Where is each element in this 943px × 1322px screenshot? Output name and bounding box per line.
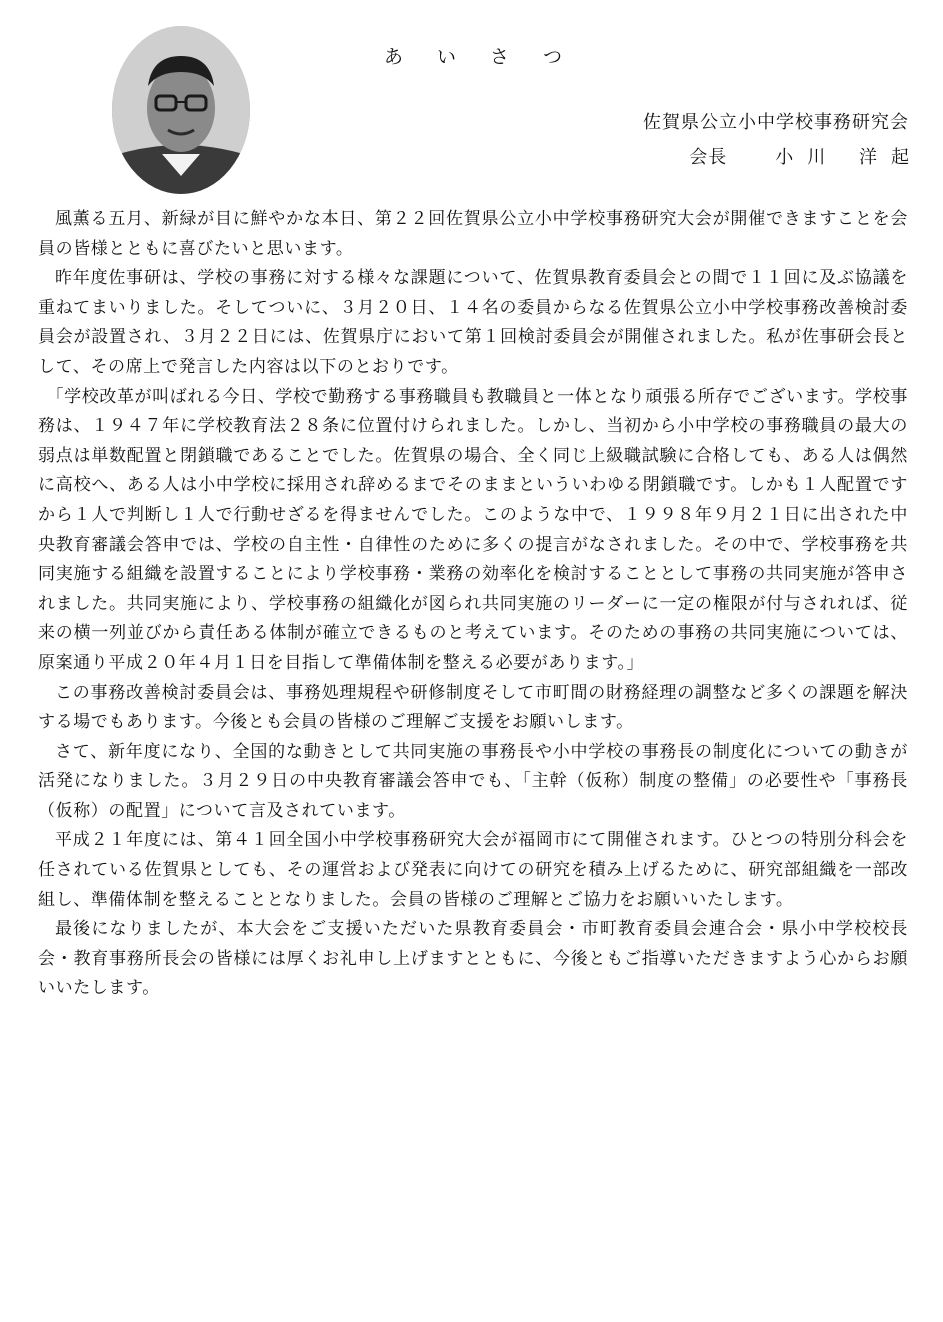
paragraph-committee-role: この事務改善検討委員会は、事務処理規程や研修制度そして市町間の財務経理の調整など多くの課題を解決する場でもあります。今後とも会員の皆様のご理解ご支援をお願いします。 [38, 682, 908, 733]
author-line [689, 143, 923, 169]
greeting-body [38, 205, 908, 1004]
paragraph-quoted-statement: 「学校改革が叫ばれる今日、学校で勤務する事務職員も教職員と一体となり頑張る所存でございます。学校事務は、１９４７年に学校教育法２８条に位置付けられました。しかし、当初から小中学校の事務職員の最大の弱点は単数配置と閉鎖職であることでした。佐賀県の場合、全く同じ上級職試験に合格しても、ある人は偶然に高校へ、ある人は小中学校に採用され辞めるまでそのままといういわゆる閉鎖職です。しかも１人配置ですから１人で判断し１人で行動せざるを得ませんでした。このような中で、１９９８年９月２１日に出された中央教育審議会答申では、学校の自主性・自律性のために多くの提言がなされました。その中で、学校事務を共同実施する組織を設置することにより学校事務・業務の効率化を検討することとして事務の共同実施が答申されました。共同実施により、学校事務の組織化が図られ共同実施のリーダーに一定の権限が付与されれば、従来の横一列並びから責任ある体制が確立できるものと考えています。そのための事務の共同実施については、原案通り平成２０年４月１日を目指して準備体制を整える必要があります。」 [38, 386, 908, 673]
paragraph-opening: 風薫る五月、新緑が目に鮮やかな本日、第２２回佐賀県公立小中学校事務研究大会が開催できますことを会員の皆様とともに喜びたいと思います。 [38, 209, 908, 259]
paragraph-closing: 最後になりましたが、本大会をご支援いただいた県教育委員会・市町教育委員会連合会・県小中学校校長会・教育事務所長会の皆様には厚くお礼申し上げますとともに、今後ともご指導いただきますよう心からお願いいたします。 [38, 919, 908, 999]
page-title: あ い さ つ [383, 46, 577, 68]
portrait-image [112, 26, 250, 194]
paragraph-committee-history: 昨年度佐事研は、学校の事務に対する様々な課題について、佐賀県教育委員会との間で１１回に及ぶ協議を重ねてまいりました。そしてついに、３月２０日、１４名の委員からなる佐賀県公立小中学校事務改善検討委員会が設置され、３月２２日には、佐賀県庁において第１回検討委員会が開催されました。私が佐事研会長として、その席上で発言した内容は以下のとおりです。 [38, 268, 908, 377]
author-name: 小川 洋起 [775, 147, 923, 168]
paragraph-national-conference: 平成２１年度には、第４１回全国小中学校事務研究大会が福岡市にて開催されます。ひとつの特別分科会を任されている佐賀県としても、その運営および発表に向けての研究を積み上げるために、研究部組織を一部改組し、準備体制を整えることとなりました。会員の皆様のご理解とご協力をお願いいたします。 [38, 830, 908, 910]
author-organization: 佐賀県公立小中学校事務研究会 [643, 112, 909, 133]
author-portrait [112, 26, 250, 194]
paragraph-new-fiscal-year: さて、新年度になり、全国的な動きとして共同実施の事務長や小中学校の事務長の制度化についての動きが活発になりました。３月２９日の中央教育審議会答申でも、「主幹（仮称）制度の整備」の必要性や「事務長（仮称）の配置」について言及されています。 [38, 741, 908, 821]
author-role: 会長 [689, 147, 728, 168]
